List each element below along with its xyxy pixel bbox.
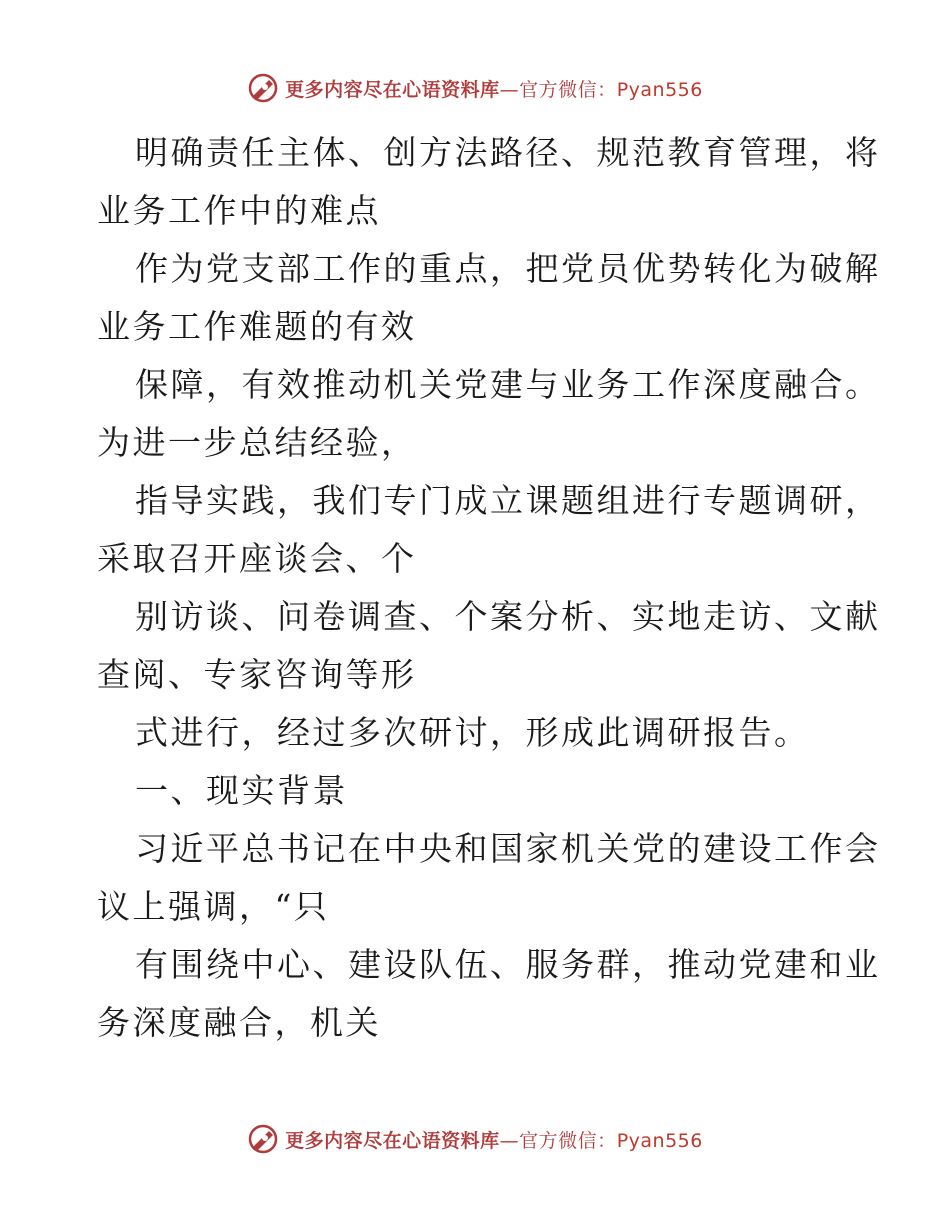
watermark-dash: — <box>499 1129 520 1152</box>
text-line: 业务工作中的难点 <box>97 191 381 230</box>
watermark-footer <box>0 1123 950 1155</box>
text-line: 明确责任主体、创方法路径、规范教育管理，将 <box>135 133 881 172</box>
text-line: 采取召开座谈会、个 <box>97 539 417 578</box>
text-line: 议上强调，“只 <box>97 887 330 926</box>
watermark-id: Pyan556 <box>616 1129 703 1152</box>
text-line: 作为党支部工作的重点，把党员优势转化为破解 <box>135 249 881 288</box>
watermark-dash: — <box>499 78 520 101</box>
pen-circle-logo-icon <box>247 1123 279 1155</box>
pen-circle-logo-icon <box>247 72 279 104</box>
watermark-text <box>285 75 703 102</box>
text-line: 务深度融合，机关 <box>97 1003 381 1042</box>
text-line: 业务工作难题的有效 <box>97 307 417 346</box>
text-line: 式进行，经过多次研讨，形成此调研报告。 <box>135 713 810 752</box>
watermark-header <box>0 72 950 104</box>
watermark-id: Pyan556 <box>616 78 703 101</box>
text-line: 一、现实背景 <box>135 771 348 810</box>
text-line: 保障，有效推动机关党建与业务工作深度融合。 <box>135 365 881 404</box>
text-line: 为进一步总结经验， <box>97 423 417 462</box>
text-line: 别访谈、问卷调查、个案分析、实地走访、文献 <box>135 597 881 636</box>
watermark-suffix: 官方微信： <box>519 78 617 101</box>
watermark-prefix: 更多内容尽在心语资料库 <box>285 78 500 101</box>
watermark-suffix: 官方微信： <box>519 1129 617 1152</box>
text-line: 查阅、专家咨询等形 <box>97 655 417 694</box>
text-line: 有围绕中心、建设队伍、服务群，推动党建和业 <box>135 945 881 984</box>
watermark-prefix: 更多内容尽在心语资料库 <box>285 1129 500 1152</box>
watermark-text <box>285 1126 703 1153</box>
text-line: 指导实践，我们专门成立课题组进行专题调研， <box>135 481 881 520</box>
text-line: 习近平总书记在中央和国家机关党的建设工作会 <box>135 829 881 868</box>
document-body <box>97 124 881 1052</box>
